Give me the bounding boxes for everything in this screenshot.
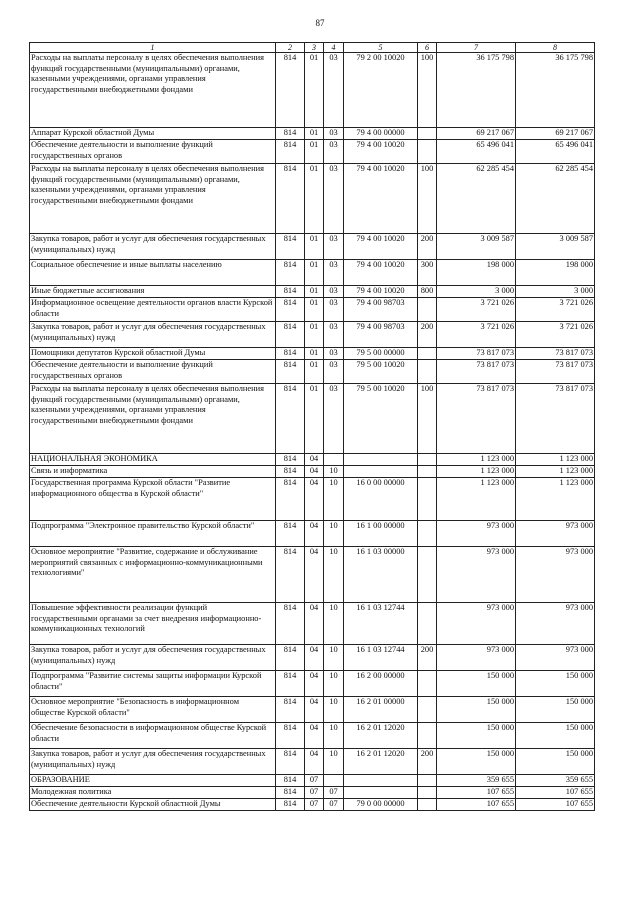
row-csr-cell: 16 1 00 00000 — [344, 521, 418, 547]
row-sum2-cell: 107 655 — [516, 787, 595, 799]
row-rz-cell: 04 — [305, 521, 324, 547]
row-name-cell: Закупка товаров, работ и услуг для обеспечения государственных (муниципальных) нужд — [30, 322, 276, 348]
row-pr-cell: 03 — [324, 298, 344, 322]
row-sum1-cell: 1 123 000 — [437, 466, 516, 478]
row-ved-cell: 814 — [276, 360, 305, 384]
row-name-cell: Расходы на выплаты персоналу в целях обеспечения выполнения функций государственными (муниципальными) органами, казенными учреждениями, органами управления государственными внебюджетными фондами — [30, 384, 276, 454]
row-rz-cell: 04 — [305, 478, 324, 521]
row-csr-cell: 16 1 03 12744 — [344, 603, 418, 645]
row-name-cell: Информационное освещение деятельности органов власти Курской области — [30, 298, 276, 322]
row-ved-cell: 814 — [276, 775, 305, 787]
table-row — [30, 298, 595, 322]
row-csr-cell: 79 0 00 00000 — [344, 799, 418, 811]
row-sum1-cell: 107 655 — [437, 799, 516, 811]
row-sum1-cell: 3 721 026 — [437, 322, 516, 348]
table-row — [30, 787, 595, 799]
row-rz-cell: 01 — [305, 348, 324, 360]
row-csr-cell: 79 4 00 98703 — [344, 298, 418, 322]
row-sum1-cell: 973 000 — [437, 521, 516, 547]
row-sum2-cell: 1 123 000 — [516, 478, 595, 521]
column-header: 7 — [437, 43, 516, 53]
row-rz-cell: 01 — [305, 128, 324, 140]
row-pr-cell: 03 — [324, 348, 344, 360]
row-sum2-cell: 359 655 — [516, 775, 595, 787]
row-sum2-cell: 73 817 073 — [516, 360, 595, 384]
row-sum2-cell: 150 000 — [516, 671, 595, 697]
row-name-cell: Основное мероприятие "Развитие, содержание и обслуживание мероприятий связанных с информационно-коммуникационными технологиями" — [30, 547, 276, 603]
row-pr-cell — [324, 775, 344, 787]
row-name-cell: Подпрограмма "Электронное правительство Курской области" — [30, 521, 276, 547]
row-vr-cell — [418, 140, 437, 164]
row-vr-cell — [418, 360, 437, 384]
table-row — [30, 775, 595, 787]
row-vr-cell: 200 — [418, 749, 437, 775]
column-header: 4 — [324, 43, 344, 53]
table-row — [30, 723, 595, 749]
row-ved-cell: 814 — [276, 164, 305, 234]
row-pr-cell: 10 — [324, 521, 344, 547]
table-row — [30, 478, 595, 521]
row-sum2-cell: 69 217 067 — [516, 128, 595, 140]
row-sum1-cell: 150 000 — [437, 723, 516, 749]
row-rz-cell: 04 — [305, 645, 324, 671]
row-csr-cell: 79 4 00 00000 — [344, 128, 418, 140]
row-ved-cell: 814 — [276, 671, 305, 697]
table-row — [30, 645, 595, 671]
row-csr-cell: 16 2 00 00000 — [344, 671, 418, 697]
row-pr-cell: 03 — [324, 164, 344, 234]
row-sum2-cell: 73 817 073 — [516, 348, 595, 360]
row-ved-cell: 814 — [276, 697, 305, 723]
row-pr-cell: 03 — [324, 384, 344, 454]
row-csr-cell: 16 2 01 12020 — [344, 749, 418, 775]
table-row — [30, 286, 595, 298]
row-sum1-cell: 973 000 — [437, 645, 516, 671]
row-rz-cell: 01 — [305, 234, 324, 260]
row-ved-cell: 814 — [276, 799, 305, 811]
row-ved-cell: 814 — [276, 286, 305, 298]
row-sum1-cell: 973 000 — [437, 603, 516, 645]
row-vr-cell: 200 — [418, 645, 437, 671]
table-row — [30, 466, 595, 478]
row-vr-cell — [418, 298, 437, 322]
row-pr-cell: 10 — [324, 478, 344, 521]
row-csr-cell: 16 0 00 00000 — [344, 478, 418, 521]
row-ved-cell: 814 — [276, 603, 305, 645]
row-name-cell: Обеспечение деятельности и выполнение функций государственных органов — [30, 140, 276, 164]
header-row — [30, 43, 595, 53]
row-pr-cell: 03 — [324, 234, 344, 260]
row-pr-cell: 10 — [324, 547, 344, 603]
row-ved-cell: 814 — [276, 787, 305, 799]
row-vr-cell — [418, 697, 437, 723]
row-name-cell: Закупка товаров, работ и услуг для обеспечения государственных (муниципальных) нужд — [30, 234, 276, 260]
row-name-cell: Закупка товаров, работ и услуг для обеспечения государственных (муниципальных) нужд — [30, 645, 276, 671]
table-row — [30, 360, 595, 384]
table-row — [30, 322, 595, 348]
row-pr-cell: 03 — [324, 360, 344, 384]
row-name-cell: Иные бюджетные ассигнования — [30, 286, 276, 298]
column-header: 3 — [305, 43, 324, 53]
row-sum2-cell: 1 123 000 — [516, 466, 595, 478]
row-rz-cell: 01 — [305, 53, 324, 128]
row-ved-cell: 814 — [276, 128, 305, 140]
row-name-cell: НАЦИОНАЛЬНАЯ ЭКОНОМИКА — [30, 454, 276, 466]
row-sum2-cell: 3 009 587 — [516, 234, 595, 260]
table-row — [30, 348, 595, 360]
row-ved-cell: 814 — [276, 140, 305, 164]
row-vr-cell: 100 — [418, 53, 437, 128]
row-pr-cell — [324, 454, 344, 466]
row-rz-cell: 04 — [305, 454, 324, 466]
row-csr-cell: 79 4 00 10020 — [344, 164, 418, 234]
row-sum1-cell: 69 217 067 — [437, 128, 516, 140]
table-row — [30, 454, 595, 466]
row-ved-cell: 814 — [276, 454, 305, 466]
row-pr-cell: 03 — [324, 260, 344, 286]
row-csr-cell: 79 4 00 10020 — [344, 260, 418, 286]
table-row — [30, 164, 595, 234]
row-ved-cell: 814 — [276, 348, 305, 360]
row-vr-cell: 200 — [418, 322, 437, 348]
row-csr-cell: 79 5 00 10020 — [344, 384, 418, 454]
row-rz-cell: 01 — [305, 384, 324, 454]
row-csr-cell — [344, 775, 418, 787]
table-body — [30, 53, 595, 811]
table-row — [30, 521, 595, 547]
table-row — [30, 697, 595, 723]
row-sum1-cell: 3 009 587 — [437, 234, 516, 260]
row-vr-cell — [418, 348, 437, 360]
row-sum2-cell: 107 655 — [516, 799, 595, 811]
row-pr-cell: 07 — [324, 799, 344, 811]
row-vr-cell — [418, 787, 437, 799]
row-vr-cell — [418, 799, 437, 811]
row-sum2-cell: 973 000 — [516, 547, 595, 603]
row-sum1-cell: 359 655 — [437, 775, 516, 787]
row-csr-cell — [344, 454, 418, 466]
row-rz-cell: 01 — [305, 360, 324, 384]
table-row — [30, 749, 595, 775]
row-csr-cell: 79 4 00 98703 — [344, 322, 418, 348]
row-sum2-cell: 150 000 — [516, 697, 595, 723]
row-name-cell: Обеспечение деятельности Курской областной Думы — [30, 799, 276, 811]
row-name-cell: Закупка товаров, работ и услуг для обеспечения государственных (муниципальных) нужд — [30, 749, 276, 775]
row-rz-cell: 07 — [305, 787, 324, 799]
table-row — [30, 234, 595, 260]
row-pr-cell: 07 — [324, 787, 344, 799]
row-vr-cell — [418, 723, 437, 749]
row-csr-cell: 79 4 00 10020 — [344, 286, 418, 298]
row-ved-cell: 814 — [276, 645, 305, 671]
row-ved-cell: 814 — [276, 749, 305, 775]
row-vr-cell — [418, 128, 437, 140]
row-rz-cell: 04 — [305, 723, 324, 749]
row-csr-cell: 79 4 00 10020 — [344, 140, 418, 164]
row-name-cell: Подпрограмма "Развитие системы защиты информации Курской области" — [30, 671, 276, 697]
row-name-cell: Социальное обеспечение и иные выплаты населению — [30, 260, 276, 286]
table-row — [30, 260, 595, 286]
row-vr-cell — [418, 466, 437, 478]
row-vr-cell — [418, 603, 437, 645]
row-rz-cell: 01 — [305, 286, 324, 298]
row-vr-cell: 100 — [418, 164, 437, 234]
table-row — [30, 140, 595, 164]
row-ved-cell: 814 — [276, 53, 305, 128]
row-vr-cell — [418, 478, 437, 521]
row-sum2-cell: 198 000 — [516, 260, 595, 286]
row-pr-cell: 10 — [324, 645, 344, 671]
row-sum1-cell: 36 175 798 — [437, 53, 516, 128]
row-name-cell: Расходы на выплаты персоналу в целях обеспечения выполнения функций государственными (муниципальными) органами, казенными учреждениями, органами управления государственными внебюджетными фондами — [30, 53, 276, 128]
row-sum1-cell: 150 000 — [437, 749, 516, 775]
table-row — [30, 603, 595, 645]
row-rz-cell: 01 — [305, 298, 324, 322]
row-name-cell: Обеспечение безопасности в информационном обществе Курской области — [30, 723, 276, 749]
row-csr-cell: 79 4 00 10020 — [344, 234, 418, 260]
row-sum2-cell: 150 000 — [516, 723, 595, 749]
row-sum2-cell: 973 000 — [516, 521, 595, 547]
row-rz-cell: 07 — [305, 775, 324, 787]
row-vr-cell — [418, 454, 437, 466]
row-csr-cell: 16 1 03 12744 — [344, 645, 418, 671]
row-rz-cell: 01 — [305, 322, 324, 348]
row-rz-cell: 04 — [305, 749, 324, 775]
row-rz-cell: 04 — [305, 466, 324, 478]
row-ved-cell: 814 — [276, 260, 305, 286]
row-sum1-cell: 3 721 026 — [437, 298, 516, 322]
row-rz-cell: 01 — [305, 140, 324, 164]
row-name-cell: Аппарат Курской областной Думы — [30, 128, 276, 140]
row-sum1-cell: 73 817 073 — [437, 360, 516, 384]
row-sum1-cell: 973 000 — [437, 547, 516, 603]
row-pr-cell: 03 — [324, 286, 344, 298]
page-number: 87 — [315, 18, 325, 28]
row-ved-cell: 814 — [276, 298, 305, 322]
row-sum1-cell: 73 817 073 — [437, 348, 516, 360]
row-csr-cell: 16 1 03 00000 — [344, 547, 418, 603]
row-pr-cell: 10 — [324, 697, 344, 723]
row-rz-cell: 04 — [305, 697, 324, 723]
row-sum1-cell: 1 123 000 — [437, 454, 516, 466]
row-pr-cell: 10 — [324, 603, 344, 645]
column-header: 1 — [30, 43, 276, 53]
row-pr-cell: 03 — [324, 53, 344, 128]
row-vr-cell: 200 — [418, 234, 437, 260]
row-vr-cell — [418, 521, 437, 547]
row-name-cell: Молодежная политика — [30, 787, 276, 799]
row-sum2-cell: 36 175 798 — [516, 53, 595, 128]
row-sum2-cell: 973 000 — [516, 645, 595, 671]
row-vr-cell — [418, 775, 437, 787]
column-header: 5 — [344, 43, 418, 53]
row-name-cell: Повышение эффективности реализации функций государственными органами за счет внедрения информационно-коммуникационных технологий — [30, 603, 276, 645]
table-row — [30, 53, 595, 128]
row-vr-cell: 800 — [418, 286, 437, 298]
row-sum2-cell: 973 000 — [516, 603, 595, 645]
row-sum2-cell: 150 000 — [516, 749, 595, 775]
row-pr-cell: 10 — [324, 749, 344, 775]
row-pr-cell: 03 — [324, 128, 344, 140]
row-sum2-cell: 65 496 041 — [516, 140, 595, 164]
row-pr-cell: 03 — [324, 140, 344, 164]
row-name-cell: Расходы на выплаты персоналу в целях обеспечения выполнения функций государственными (муниципальными) органами, казенными учреждениями, органами управления государственными внебюджетными фондами — [30, 164, 276, 234]
row-sum1-cell: 62 285 454 — [437, 164, 516, 234]
row-csr-cell: 79 2 00 10020 — [344, 53, 418, 128]
column-header: 8 — [516, 43, 595, 53]
row-ved-cell: 814 — [276, 466, 305, 478]
row-name-cell: Основное мероприятие "Безопасность в информационном обществе Курской области" — [30, 697, 276, 723]
row-pr-cell: 10 — [324, 723, 344, 749]
row-rz-cell: 04 — [305, 603, 324, 645]
row-csr-cell: 79 5 00 10020 — [344, 360, 418, 384]
row-csr-cell — [344, 466, 418, 478]
column-header: 6 — [418, 43, 437, 53]
row-sum2-cell: 3 721 026 — [516, 298, 595, 322]
row-sum1-cell: 73 817 073 — [437, 384, 516, 454]
row-vr-cell — [418, 547, 437, 603]
row-name-cell: Обеспечение деятельности и выполнение функций государственных органов — [30, 360, 276, 384]
row-vr-cell: 300 — [418, 260, 437, 286]
row-rz-cell: 04 — [305, 671, 324, 697]
row-rz-cell: 07 — [305, 799, 324, 811]
table-row — [30, 671, 595, 697]
row-vr-cell: 100 — [418, 384, 437, 454]
column-header: 2 — [276, 43, 305, 53]
row-rz-cell: 01 — [305, 260, 324, 286]
row-csr-cell: 16 2 01 12020 — [344, 723, 418, 749]
row-sum2-cell: 73 817 073 — [516, 384, 595, 454]
row-csr-cell — [344, 787, 418, 799]
row-ved-cell: 814 — [276, 547, 305, 603]
row-ved-cell: 814 — [276, 234, 305, 260]
row-ved-cell: 814 — [276, 384, 305, 454]
row-ved-cell: 814 — [276, 521, 305, 547]
row-name-cell: Связь и информатика — [30, 466, 276, 478]
row-sum1-cell: 3 000 — [437, 286, 516, 298]
row-sum1-cell: 1 123 000 — [437, 478, 516, 521]
row-pr-cell: 03 — [324, 322, 344, 348]
row-name-cell: ОБРАЗОВАНИЕ — [30, 775, 276, 787]
row-sum2-cell: 62 285 454 — [516, 164, 595, 234]
row-name-cell: Государственная программа Курской области "Развитие информационного общества в Курской области" — [30, 478, 276, 521]
row-sum2-cell: 3 000 — [516, 286, 595, 298]
row-rz-cell: 01 — [305, 164, 324, 234]
row-csr-cell: 79 5 00 00000 — [344, 348, 418, 360]
budget-table — [29, 42, 595, 811]
table-row — [30, 384, 595, 454]
row-pr-cell: 10 — [324, 671, 344, 697]
row-vr-cell — [418, 671, 437, 697]
row-pr-cell: 10 — [324, 466, 344, 478]
row-csr-cell: 16 2 01 00000 — [344, 697, 418, 723]
row-sum1-cell: 150 000 — [437, 671, 516, 697]
table-row — [30, 799, 595, 811]
row-rz-cell: 04 — [305, 547, 324, 603]
table-row — [30, 547, 595, 603]
row-sum1-cell: 150 000 — [437, 697, 516, 723]
row-sum2-cell: 3 721 026 — [516, 322, 595, 348]
row-sum1-cell: 107 655 — [437, 787, 516, 799]
row-ved-cell: 814 — [276, 322, 305, 348]
row-ved-cell: 814 — [276, 723, 305, 749]
row-sum2-cell: 1 123 000 — [516, 454, 595, 466]
row-ved-cell: 814 — [276, 478, 305, 521]
row-sum1-cell: 65 496 041 — [437, 140, 516, 164]
table-row — [30, 128, 595, 140]
row-name-cell: Помощники депутатов Курской областной Думы — [30, 348, 276, 360]
row-sum1-cell: 198 000 — [437, 260, 516, 286]
